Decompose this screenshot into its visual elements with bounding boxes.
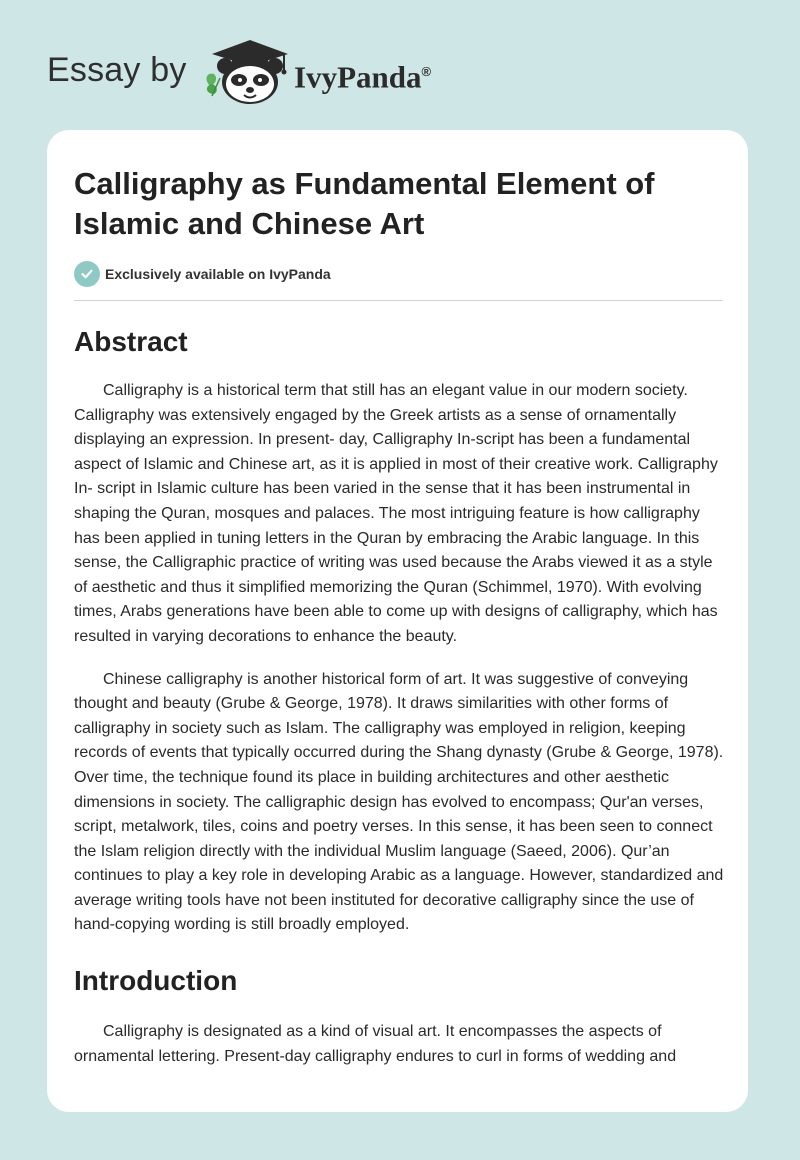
brand-name-text: IvyPanda bbox=[294, 59, 422, 95]
site-header bbox=[0, 0, 800, 120]
checkmark-icon bbox=[80, 267, 94, 281]
essay-content bbox=[74, 164, 724, 1069]
essay-title: Calligraphy as Fundamental Element of Islamic and Chinese Art bbox=[74, 166, 655, 241]
check-circle-icon bbox=[74, 261, 100, 287]
abstract-paragraph-2: Chinese calligraphy is another historical form of art. It was suggestive of conveying thought and beauty (Grube & George, 1978). It draws similarities with other forms of calligraphy in society such as Islam. The calligraphy was employed in religion, keeping records of events that typically occurred during the Shang dynasty (Grube & George, 1978). Over time, the technique found its place in building architectures and other aesthetic dimensions in society. The calligraphic design has evolved to encompass; Qur'an verses, script, metalwork, tiles, coins and poetry verses. In this sense, it has been seen to connect the Islam religion directly with the individual Muslim language (Saeed, 2006). Qur’an continues to play a key role in developing Arabic as a language. However, standardized and average writing tools have not been instituted for decorative calligraphy since the use of hand-copying wording is still broadly employed. bbox=[74, 670, 724, 934]
section-heading-introduction: Introduction bbox=[74, 965, 238, 997]
brand-prefix: Essay by bbox=[47, 51, 187, 89]
exclusive-badge-row bbox=[74, 261, 724, 287]
registered-mark: ® bbox=[421, 64, 432, 79]
section-heading-abstract: Abstract bbox=[74, 326, 188, 357]
title-divider bbox=[74, 300, 723, 301]
exclusive-label: Exclusively available on IvyPanda bbox=[105, 266, 331, 282]
brand-name[interactable] bbox=[294, 52, 431, 97]
introduction-paragraph-1: Calligraphy is designated as a kind of visual art. It encompasses the aspects of ornamental lettering. Present-day calligraphy endures to curl in forms of wedding and bbox=[74, 1023, 677, 1065]
panda-logo-icon[interactable] bbox=[200, 34, 292, 106]
essay-card bbox=[47, 130, 748, 1112]
abstract-paragraph-1: Calligraphy is a historical term that still has an elegant value in our modern society. Calligraphy was extensively engaged by the Greek artists as a sense of ornamentally displaying an expression. In present- day, Calligraphy In-script has been a fundamental aspect of Islamic and Chinese art, as it is applied in most of their creative work. Calligraphy In- script in Islamic culture has been varied in the sense that it has been instrumental in shaping the Quran, mosques and palaces. The most intriguing feature is how calligraphy has been applied in tuning letters in the Quran by embracing the Arabic language. In this sense, the Calligraphic practice of writing was used because the Arabs viewed it as a style of aesthetic and thus it simplified memorizing the Quran (Schimmel, 1970). With evolving times, Arabs generations have been able to come up with designs of calligraphy, which has resulted in varying decorations to enhance the beauty. bbox=[74, 382, 718, 645]
